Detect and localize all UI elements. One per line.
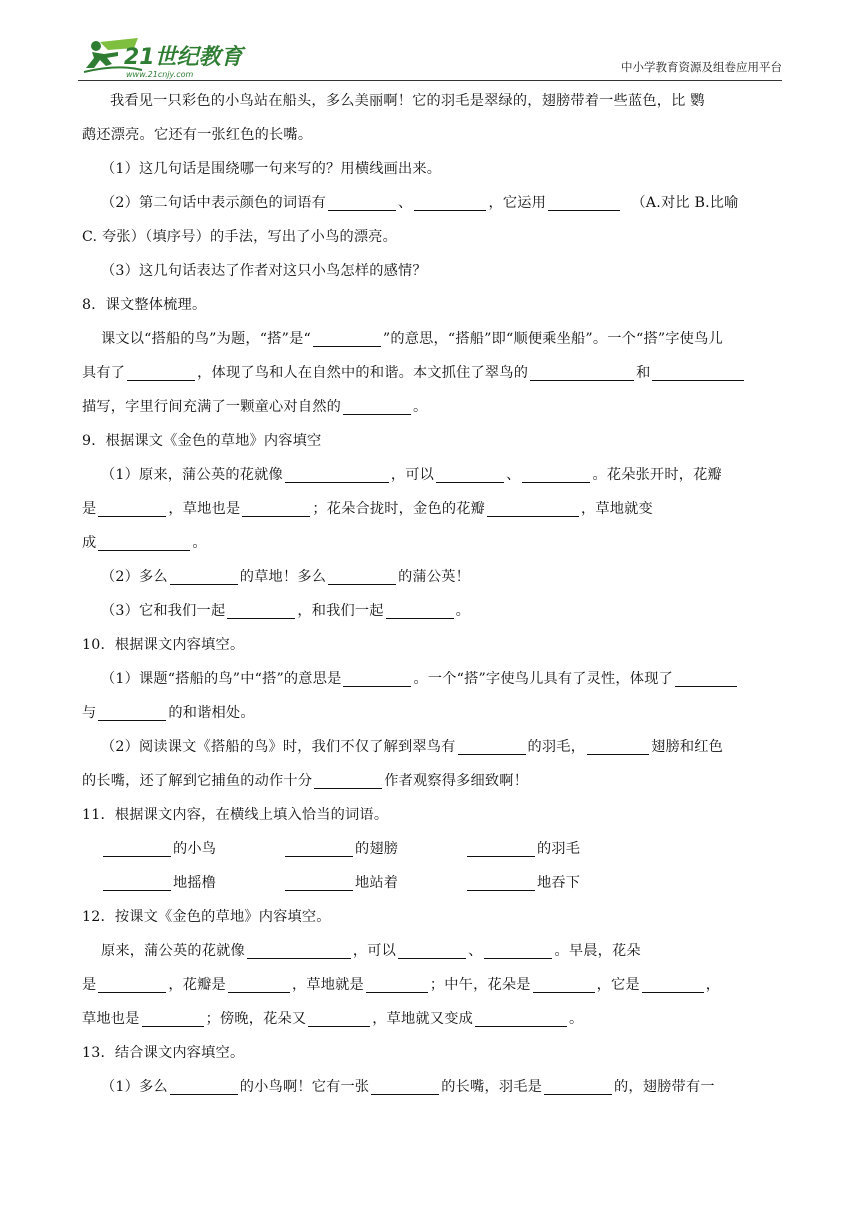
blank[interactable] xyxy=(642,974,704,993)
q7-sub3: （3）这几句话表达了作者对这只小鸟怎样的感情？ xyxy=(101,263,427,279)
blank[interactable] xyxy=(458,736,526,755)
q13-heading: 13．结合课文内容填空。 xyxy=(82,1045,245,1061)
q7-passage-line2: 鹉还漂亮。它还有一张红色的长嘴。 xyxy=(82,127,313,143)
blank[interactable] xyxy=(530,362,634,381)
blank[interactable] xyxy=(398,940,466,959)
blank[interactable] xyxy=(328,566,396,585)
blank[interactable] xyxy=(522,464,590,483)
blank[interactable] xyxy=(103,872,171,891)
blank[interactable] xyxy=(142,1008,204,1027)
q8-line3: 描写，字里行间充满了一颗童心对自然的 。 xyxy=(82,390,782,424)
q10-sub1-line2: 与 的和谐相处。 xyxy=(82,696,782,730)
blank[interactable] xyxy=(308,1008,370,1027)
blank[interactable] xyxy=(98,974,166,993)
blank[interactable] xyxy=(247,940,351,959)
blank[interactable] xyxy=(98,532,190,551)
blank[interactable] xyxy=(343,396,411,415)
q11-item: 的羽毛 xyxy=(537,841,581,857)
blank[interactable] xyxy=(475,1008,567,1027)
blank[interactable] xyxy=(587,736,649,755)
q9-sub3: （3）它和我们一起 ，和我们一起 。 xyxy=(82,594,782,628)
blank[interactable] xyxy=(242,498,310,517)
21cnjy-logo xyxy=(78,34,268,80)
q11-heading: 11．根据课文内容，在横线上填入恰当的词语。 xyxy=(82,807,389,823)
q11-item: 地摇橹 xyxy=(173,875,217,891)
blank[interactable] xyxy=(285,838,353,857)
q11-item: 地站着 xyxy=(355,875,399,891)
q9-sub1-line2: 是 ，草地也是 ；花朵合拢时，金色的花瓣 ，草地就变 xyxy=(82,492,782,526)
blank[interactable] xyxy=(228,974,290,993)
blank[interactable] xyxy=(484,940,552,959)
q12-line2: 是 ，花瓣是 ，草地就是 ；中午，花朵是 ，它是 ， xyxy=(82,968,782,1002)
blank[interactable] xyxy=(285,872,353,891)
platform-name: 中小学教育资源及组卷应用平台 xyxy=(621,60,782,74)
q11-row1 xyxy=(82,832,782,866)
blank[interactable] xyxy=(227,600,295,619)
blank[interactable] xyxy=(98,702,166,721)
q12-heading: 12．按课文《金色的草地》内容填空。 xyxy=(82,909,331,925)
q9-sub1-line3: 成 。 xyxy=(82,526,782,560)
blank[interactable] xyxy=(314,770,382,789)
page-header xyxy=(78,34,782,81)
document-body xyxy=(82,84,782,1104)
q7-passage-line1: 我看见一只彩色的小鸟站在船头，多么美丽啊！它的羽毛是翠绿的，翅膀带着一些蓝色，比 鹦 xyxy=(110,93,705,109)
q9-sub2: （2）多么 的草地！多么 的蒲公英！ xyxy=(82,560,782,594)
q10-heading: 10．根据课文内容填空。 xyxy=(82,637,245,653)
q13-sub1: （1）多么 的小鸟啊！它有一张 的长嘴，羽毛是 的，翅膀带有一 xyxy=(82,1070,782,1104)
q7-sub2: （2）第二句话中表示颜色的词语有 、 ，它运用 （A.对比 B.比喻 xyxy=(82,186,782,220)
q12-line1: 原来，蒲公英的花就像 ，可以 、 。早晨，花朵 xyxy=(82,934,782,968)
q11-item: 的翅膀 xyxy=(355,841,399,857)
blank[interactable] xyxy=(343,668,411,687)
blank[interactable] xyxy=(366,974,428,993)
blank[interactable] xyxy=(544,1076,612,1095)
blank[interactable] xyxy=(371,1076,439,1095)
blank[interactable] xyxy=(414,192,486,211)
blank[interactable] xyxy=(467,872,535,891)
logo-text: 21世纪教育 xyxy=(124,45,243,70)
blank[interactable] xyxy=(487,498,579,517)
blank[interactable] xyxy=(313,328,381,347)
q11-row2 xyxy=(82,866,782,900)
blank[interactable] xyxy=(103,838,171,857)
blank[interactable] xyxy=(127,362,195,381)
q10-sub2-line1: （2）阅读课文《搭船的鸟》时，我们不仅了解到翠鸟有 的羽毛， 翅膀和红色 xyxy=(82,730,782,764)
q7-sub2-cont: C. 夸张）（填序号）的手法，写出了小鸟的漂亮。 xyxy=(82,229,398,245)
q9-heading: 9．根据课文《金色的草地》内容填空 xyxy=(82,433,322,449)
blank[interactable] xyxy=(328,192,396,211)
blank[interactable] xyxy=(548,192,620,211)
q8-line2: 具有了 ，体现了鸟和人在自然中的和谐。本文抓住了翠鸟的 和 xyxy=(82,356,782,390)
blank[interactable] xyxy=(285,464,389,483)
q11-item: 的小鸟 xyxy=(173,841,217,857)
q8-line1: 课文以“搭船的鸟”为题，“搭”是“ ”的意思，“搭船”即“顺便乘坐船”。一个“搭”字使鸟儿 xyxy=(82,322,782,356)
q11-item: 地吞下 xyxy=(537,875,581,891)
blank[interactable] xyxy=(436,464,504,483)
logo-url: www.21cnjy.com xyxy=(126,70,194,79)
blank[interactable] xyxy=(98,498,166,517)
blank[interactable] xyxy=(675,668,737,687)
q12-line3: 草地也是 ；傍晚，花朵又 ，草地就又变成 。 xyxy=(82,1002,782,1036)
blank[interactable] xyxy=(386,600,454,619)
q10-sub2-line2: 的长嘴，还了解到它捕鱼的动作十分 作者观察得多细致啊！ xyxy=(82,764,782,798)
blank[interactable] xyxy=(533,974,595,993)
q10-sub1-line1: （1）课题“搭船的鸟”中“搭”的意思是 。一个“搭”字使鸟儿具有了灵性，体现了 xyxy=(82,662,782,696)
q9-sub1-line1: （1）原来，蒲公英的花就像 ，可以 、 。花朵张开时，花瓣 xyxy=(82,458,782,492)
blank[interactable] xyxy=(170,566,238,585)
q7-sub1: （1）这几句话是围绕哪一句来写的？用横线画出来。 xyxy=(101,161,442,177)
q8-heading: 8．课文整体梳理。 xyxy=(82,297,207,313)
blank[interactable] xyxy=(170,1076,238,1095)
blank[interactable] xyxy=(467,838,535,857)
blank[interactable] xyxy=(652,362,744,381)
